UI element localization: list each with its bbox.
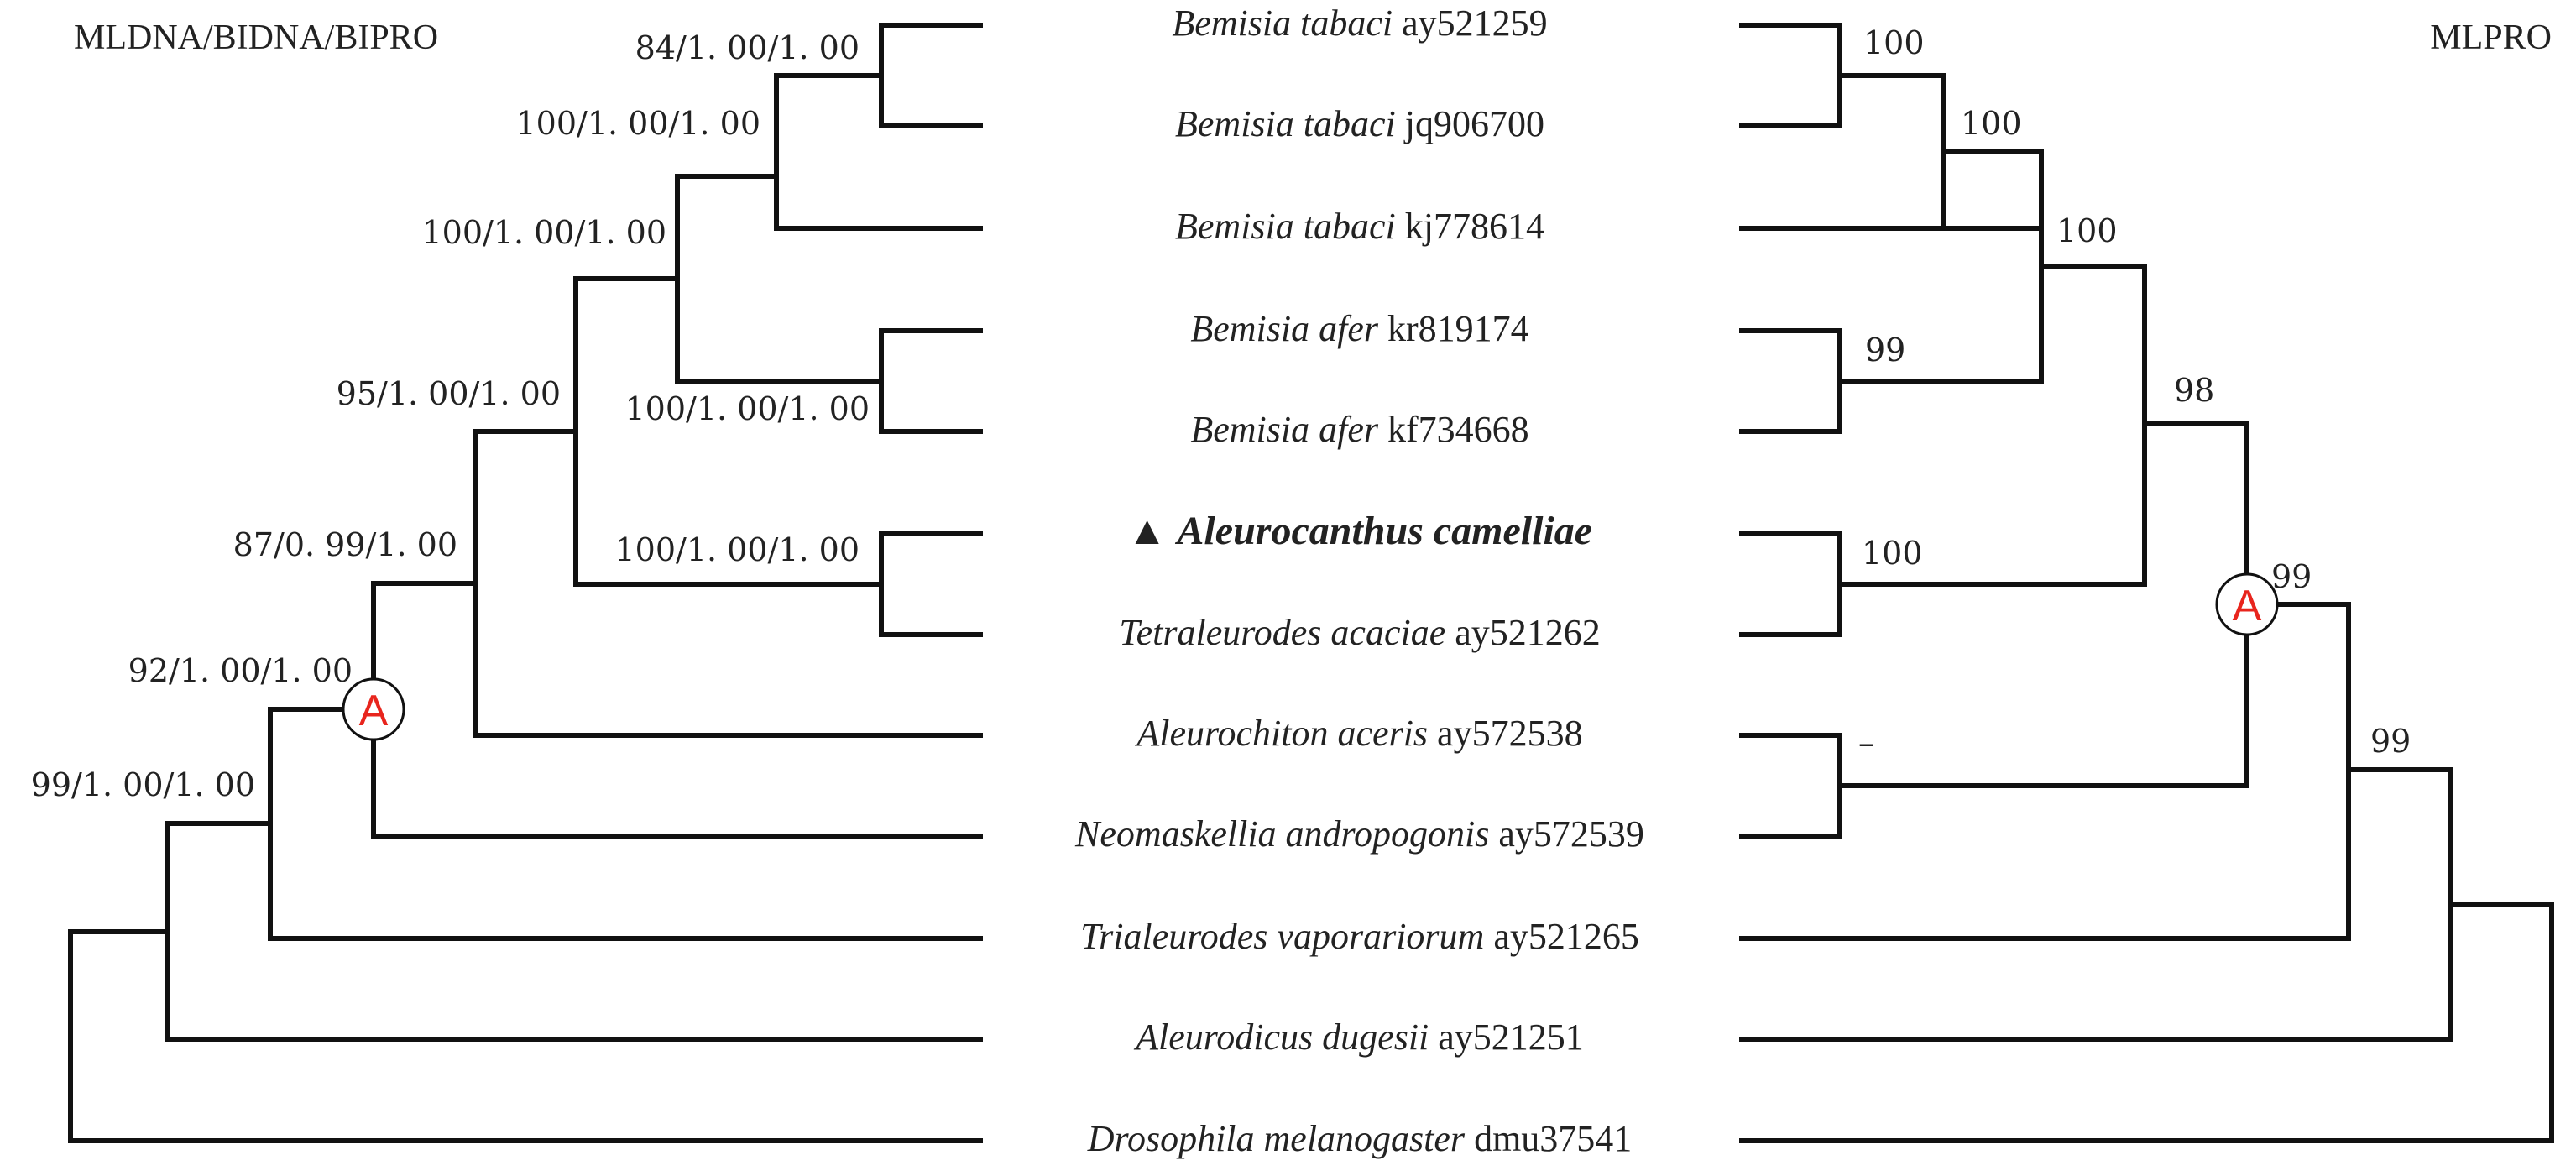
right-node-bemisia [2041,151,2145,381]
taxon-label-1: Bemisia tabaci ay521259 [1172,3,1548,44]
taxon-label-11: Aleurodicus dugesii ay521251 [1136,1017,1584,1058]
left-node-marker-a [343,679,404,740]
taxon-label-5: Bemisia afer kf734668 [1190,409,1529,450]
left-support-6: 100/1. 00/1. 00 [614,531,860,568]
left-panel-title: MLDNA/BIDNA/BIPRO [74,18,439,57]
left-node-root [71,823,168,1039]
right-support-3: 100 [2056,212,2118,249]
taxon-label-10: Trialeurodes vaporariorum ay521265 [1080,916,1639,957]
left-support-1: 84/1. 00/1. 00 [635,29,860,66]
left-support-4: 95/1. 00/1. 00 [336,375,561,412]
right-tree [1742,25,2552,1141]
taxon-label-3: Bemisia tabaci kj778614 [1175,206,1544,247]
right-node-99-b [2349,604,2451,938]
taxon-label-9: Neomaskellia andropogonis ay572539 [1075,813,1644,855]
svg-text:A: A [358,687,389,735]
right-node-marker-a [2217,574,2277,635]
right-node-tabaci [1943,76,2041,228]
left-node-bemisia [576,176,677,381]
right-node-root [2451,770,2552,1039]
taxon-label-4: Bemisia afer kr819174 [1190,308,1529,349]
left-support-5: 100/1. 00/1. 00 [624,390,870,427]
left-node-99 [168,709,270,938]
left-node-95 [475,279,576,584]
left-support-9: 99/1. 00/1. 00 [30,766,255,803]
taxon-label-2: Bemisia tabaci jq906700 [1175,103,1544,144]
right-node-98 [2145,266,2247,584]
left-support-7: 87/0. 99/1. 00 [233,526,457,563]
taxon-label-12: Drosophila melanogaster dmu37541 [1087,1118,1633,1159]
taxon-label-8: Aleurochiton aceris ay572538 [1136,713,1583,754]
right-support-9: 99 [2370,723,2411,760]
right-support-7: 99 [2271,558,2312,595]
left-support-8: 92/1. 00/1. 00 [128,652,353,689]
right-support-8: – [1858,724,1874,761]
left-tree [71,25,980,1141]
left-support-2: 100/1. 00/1. 00 [515,105,760,142]
right-support-5: 98 [2174,372,2215,409]
triangle-marker-icon: ▲ [1126,509,1168,553]
svg-text:A: A [2232,582,2262,630]
right-support-2: 100 [1961,105,2022,142]
taxon-label-7: Tetraleurodes acaciae ay521262 [1119,612,1601,653]
right-support-1: 100 [1863,24,1925,61]
taxon-label-focal: ▲ Aleurocanthus camelliae [1126,509,1593,553]
taxon-labels [1074,3,1644,1159]
right-panel-title: MLPRO [2430,18,2552,57]
left-node-tabaci [677,76,776,228]
right-support-4: 99 [1865,332,1906,368]
left-support-values [31,29,870,803]
right-node-unsupported [1840,735,2247,836]
right-support-6: 100 [1862,535,1923,572]
left-support-3: 100/1. 00/1. 00 [421,214,666,251]
